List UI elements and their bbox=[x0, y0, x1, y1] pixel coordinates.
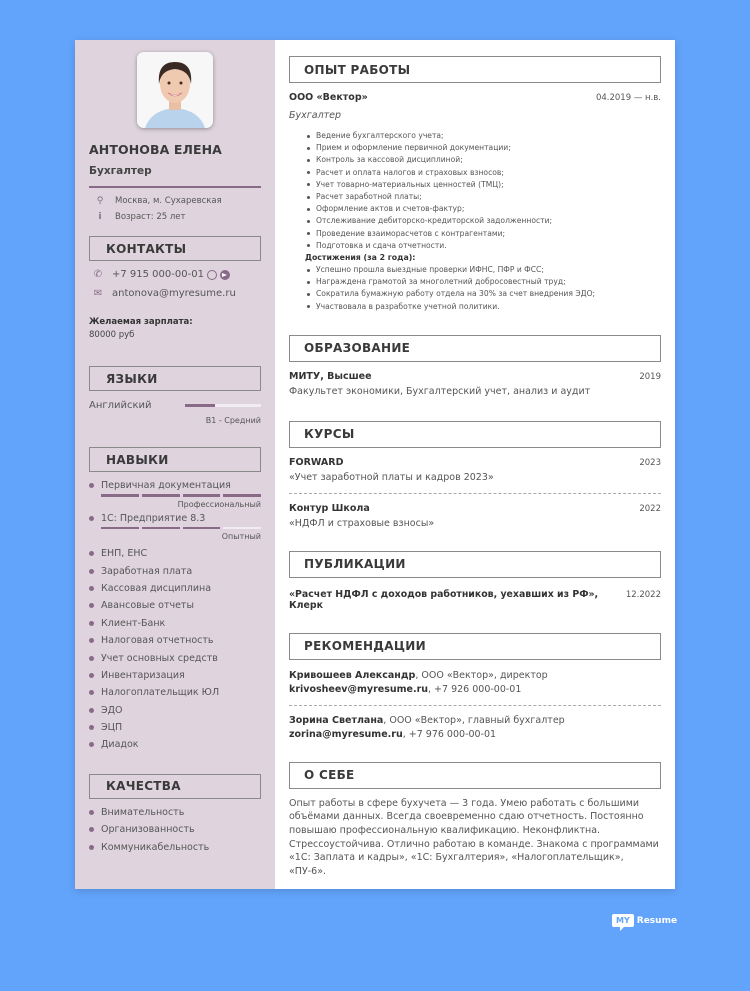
duty-item: Ведение бухгалтерского учета; bbox=[307, 130, 661, 142]
publication-date: 12.2022 bbox=[625, 589, 661, 600]
course-year: 2023 bbox=[639, 457, 661, 468]
achievement-item: Сократила бумажную работу отдела на 30% за счет внедрения ЭДО; bbox=[307, 288, 661, 300]
bullet-icon bbox=[89, 586, 94, 591]
skill-item bbox=[89, 545, 261, 562]
employment-dates: 04.2019 — н.в. bbox=[595, 93, 661, 103]
email-line bbox=[89, 288, 261, 299]
skill-bar-segment bbox=[101, 527, 139, 530]
course-title: «Учет заработной платы и кадров 2023» bbox=[289, 471, 494, 483]
languages-heading: ЯЗЫКИ bbox=[89, 366, 261, 391]
education-details: Факультет экономики, Бухгалтерский учет, анализ и аудит bbox=[289, 385, 591, 397]
skill-name: Диадок bbox=[101, 739, 139, 751]
language-level: B1 - Средний bbox=[205, 416, 261, 425]
quality-item bbox=[89, 821, 261, 838]
bullet-icon bbox=[89, 742, 94, 747]
skill-name: ЕНП, ЕНС bbox=[101, 548, 148, 560]
skill-name: Кассовая дисциплина bbox=[101, 582, 212, 594]
phone-icon: ✆ bbox=[93, 269, 103, 280]
position-title: Бухгалтер bbox=[289, 110, 342, 121]
skill-bar-segment bbox=[142, 494, 180, 497]
bullet-icon bbox=[89, 690, 94, 695]
skill-item bbox=[89, 667, 261, 684]
course-header bbox=[289, 503, 661, 514]
duty-item: Проведение взаиморасчетов с контрагентами; bbox=[307, 228, 661, 240]
info-icon: i bbox=[98, 212, 102, 222]
reference-phone: , +7 926 000-00-01 bbox=[428, 683, 522, 695]
telegram-icon[interactable] bbox=[220, 270, 230, 280]
skill-name: 1С: Предприятие 8.3 bbox=[101, 512, 206, 524]
bullet-icon bbox=[89, 673, 94, 678]
company-name: ООО «Вектор» bbox=[289, 92, 368, 103]
divider bbox=[289, 705, 661, 706]
publications-heading: ПУБЛИКАЦИИ bbox=[289, 551, 661, 578]
skill-item bbox=[89, 562, 261, 579]
bullet-icon bbox=[89, 725, 94, 730]
experience-heading: ОПЫТ РАБОТЫ bbox=[289, 56, 661, 83]
location-text: Москва, м. Сухаревская bbox=[115, 196, 222, 206]
skill-bar-segment bbox=[101, 494, 139, 497]
skill-bar-segment bbox=[223, 527, 261, 530]
quality-item bbox=[89, 804, 261, 821]
bullet-icon bbox=[89, 827, 94, 832]
qualities-list bbox=[89, 804, 261, 856]
whatsapp-icon[interactable] bbox=[207, 270, 217, 280]
skill-name: Клиент-Банк bbox=[101, 617, 166, 629]
skill-name: Авансовые отчеты bbox=[101, 600, 194, 612]
skill-name: Инвентаризация bbox=[101, 669, 185, 681]
skill-name: Заработная плата bbox=[101, 565, 193, 577]
skills-list bbox=[89, 545, 261, 754]
skill-item bbox=[89, 702, 261, 719]
duty-item: Оформление актов и счетов-фактур; bbox=[307, 203, 661, 215]
language-item bbox=[89, 400, 261, 411]
duty-item: Расчет и оплата налогов и страховых взносов; bbox=[307, 167, 661, 179]
duty-item: Прием и оформление первичной документации; bbox=[307, 142, 661, 154]
skill-bar-segment bbox=[183, 527, 221, 530]
location-line bbox=[89, 196, 261, 206]
age-line bbox=[89, 212, 261, 222]
email-link[interactable]: antonova@myresume.ru bbox=[112, 288, 236, 299]
phone-line bbox=[89, 269, 261, 280]
references-heading: РЕКОМЕНДАЦИИ bbox=[289, 633, 661, 660]
course-org: Контур Школа bbox=[289, 502, 370, 514]
profile-photo bbox=[137, 52, 213, 128]
bullet-icon bbox=[89, 569, 94, 574]
skill-name: ЭЦП bbox=[101, 722, 123, 734]
skill-item bbox=[89, 719, 261, 736]
bullet-icon bbox=[89, 638, 94, 643]
achievements-list bbox=[307, 264, 661, 313]
skill-item bbox=[89, 632, 261, 649]
courses-heading: КУРСЫ bbox=[289, 421, 661, 448]
bullet-icon bbox=[89, 603, 94, 608]
bullet-icon bbox=[89, 516, 94, 521]
course-org: FORWARD bbox=[289, 456, 344, 468]
quality-name: Внимательность bbox=[101, 806, 185, 818]
duty-item: Контроль за кассовой дисциплиной; bbox=[307, 154, 661, 166]
skill-name: Первичная документация bbox=[101, 480, 231, 491]
course-header bbox=[289, 457, 661, 468]
bullet-icon bbox=[89, 708, 94, 713]
divider bbox=[89, 186, 261, 188]
skill-item bbox=[89, 480, 261, 509]
skill-name: Налогоплательщик ЮЛ bbox=[101, 687, 220, 699]
map-pin-icon: ⚲ bbox=[96, 196, 104, 206]
experience-header bbox=[289, 92, 661, 103]
duty-item: Подготовка и сдача отчетности. bbox=[307, 240, 661, 252]
achievement-item: Награждена грамотой за многолетний добросовестный труд; bbox=[307, 276, 661, 288]
skill-bar-segment bbox=[142, 527, 180, 530]
divider bbox=[289, 493, 661, 494]
main-content bbox=[275, 40, 675, 889]
skill-item bbox=[89, 649, 261, 666]
graduation-year: 2019 bbox=[639, 371, 661, 382]
logo-badge: MY bbox=[612, 914, 634, 927]
reference-position: , ООО «Вектор», директор bbox=[415, 669, 548, 681]
language-level-bar bbox=[185, 404, 261, 407]
skill-bar-segment bbox=[183, 494, 221, 497]
age-text: Возраст: 25 лет bbox=[115, 212, 186, 222]
bullet-icon bbox=[89, 551, 94, 556]
duties-list bbox=[307, 130, 661, 252]
reference-position: , ООО «Вектор», главный бухгалтер bbox=[383, 714, 565, 726]
bullet-icon bbox=[89, 483, 94, 488]
reference-item bbox=[289, 714, 661, 742]
phone-link[interactable]: +7 915 000-00-01 bbox=[112, 269, 204, 280]
skill-level: Профессиональный bbox=[177, 499, 261, 509]
skill-bar-segment bbox=[223, 494, 261, 497]
skill-level-bar bbox=[101, 494, 261, 497]
skill-name: ЭДО bbox=[101, 704, 123, 716]
candidate-name: АНТОНОВА ЕЛЕНА bbox=[89, 142, 222, 157]
reference-name: Зорина Светлана bbox=[289, 714, 384, 726]
bullet-icon bbox=[89, 810, 94, 815]
quality-name: Организованность bbox=[101, 824, 195, 836]
salary-value: 80000 руб bbox=[89, 330, 135, 340]
skill-name: Налоговая отчетность bbox=[101, 635, 214, 647]
duty-item: Учет товарно-материальных ценностей (ТМЦ); bbox=[307, 179, 661, 191]
institution-name: МИТУ, Высшее bbox=[289, 370, 372, 382]
duty-item: Отслеживание дебиторско-кредиторской задолженности; bbox=[307, 215, 661, 227]
reference-phone: , +7 976 000-00-01 bbox=[402, 728, 497, 740]
skill-item bbox=[89, 736, 261, 753]
publication-item bbox=[289, 589, 661, 611]
skill-level: Опытный bbox=[221, 532, 261, 541]
candidate-job-title: Бухгалтер bbox=[89, 165, 152, 177]
course-year: 2022 bbox=[639, 503, 661, 514]
reference-email[interactable]: zorina@myresume.ru bbox=[289, 728, 403, 740]
skill-item bbox=[89, 615, 261, 632]
education-heading: ОБРАЗОВАНИЕ bbox=[289, 335, 661, 362]
envelope-icon: ✉ bbox=[93, 288, 103, 299]
reference-item bbox=[289, 669, 661, 697]
logo-text: Resume bbox=[636, 915, 678, 926]
skill-level-bar bbox=[101, 527, 261, 530]
achievement-item: Участвовала в разработке учетной политики. bbox=[307, 301, 661, 313]
education-header bbox=[289, 371, 661, 382]
language-name: Английский bbox=[89, 400, 152, 411]
skill-item bbox=[89, 513, 261, 542]
reference-email[interactable]: krivosheev@myresume.ru bbox=[289, 683, 429, 695]
reference-name: Кривошеев Александр bbox=[289, 669, 416, 681]
bullet-icon bbox=[89, 621, 94, 626]
about-text: Опыт работы в сфере бухучета — 3 года. Умею работать с большими объёмами данных. Всегда своевременно сдаю отчетность. Постоянно повышаю профессиональную квалификацию. Неконфликтна. Стрессоустойчива. Отлично работаю в команде. Знакома с программами «1С: Заплата и кадры», «1С: Бухгалтерия», «Налогоплательщик», «ПУ-6». bbox=[289, 797, 659, 877]
about-heading: О СЕБЕ bbox=[289, 762, 661, 789]
bullet-icon bbox=[89, 845, 94, 850]
quality-name: Коммуникабельность bbox=[101, 841, 210, 853]
quality-item bbox=[89, 838, 261, 855]
myresume-logo[interactable] bbox=[612, 914, 677, 927]
course-title: «НДФЛ и страховые взносы» bbox=[289, 517, 435, 529]
publication-title: «Расчет НДФЛ с доходов работников, уехавших из РФ», Клерк bbox=[289, 588, 599, 611]
skill-name: Учет основных средств bbox=[101, 652, 218, 664]
resume-page bbox=[75, 40, 675, 889]
skill-item bbox=[89, 597, 261, 614]
skill-item bbox=[89, 580, 261, 597]
skills-heading: НАВЫКИ bbox=[89, 447, 261, 472]
qualities-heading: КАЧЕСТВА bbox=[89, 774, 261, 799]
achievements-title: Достижения (за 2 года): bbox=[305, 253, 416, 263]
skill-item bbox=[89, 684, 261, 701]
contacts-heading: КОНТАКТЫ bbox=[89, 236, 261, 261]
sidebar bbox=[75, 40, 275, 889]
salary-label: Желаемая зарплата: bbox=[89, 317, 193, 327]
achievement-item: Успешно прошла выездные проверки ИФНС, ПФР и ФСС; bbox=[307, 264, 661, 276]
duty-item: Расчет заработной платы; bbox=[307, 191, 661, 203]
bullet-icon bbox=[89, 656, 94, 661]
